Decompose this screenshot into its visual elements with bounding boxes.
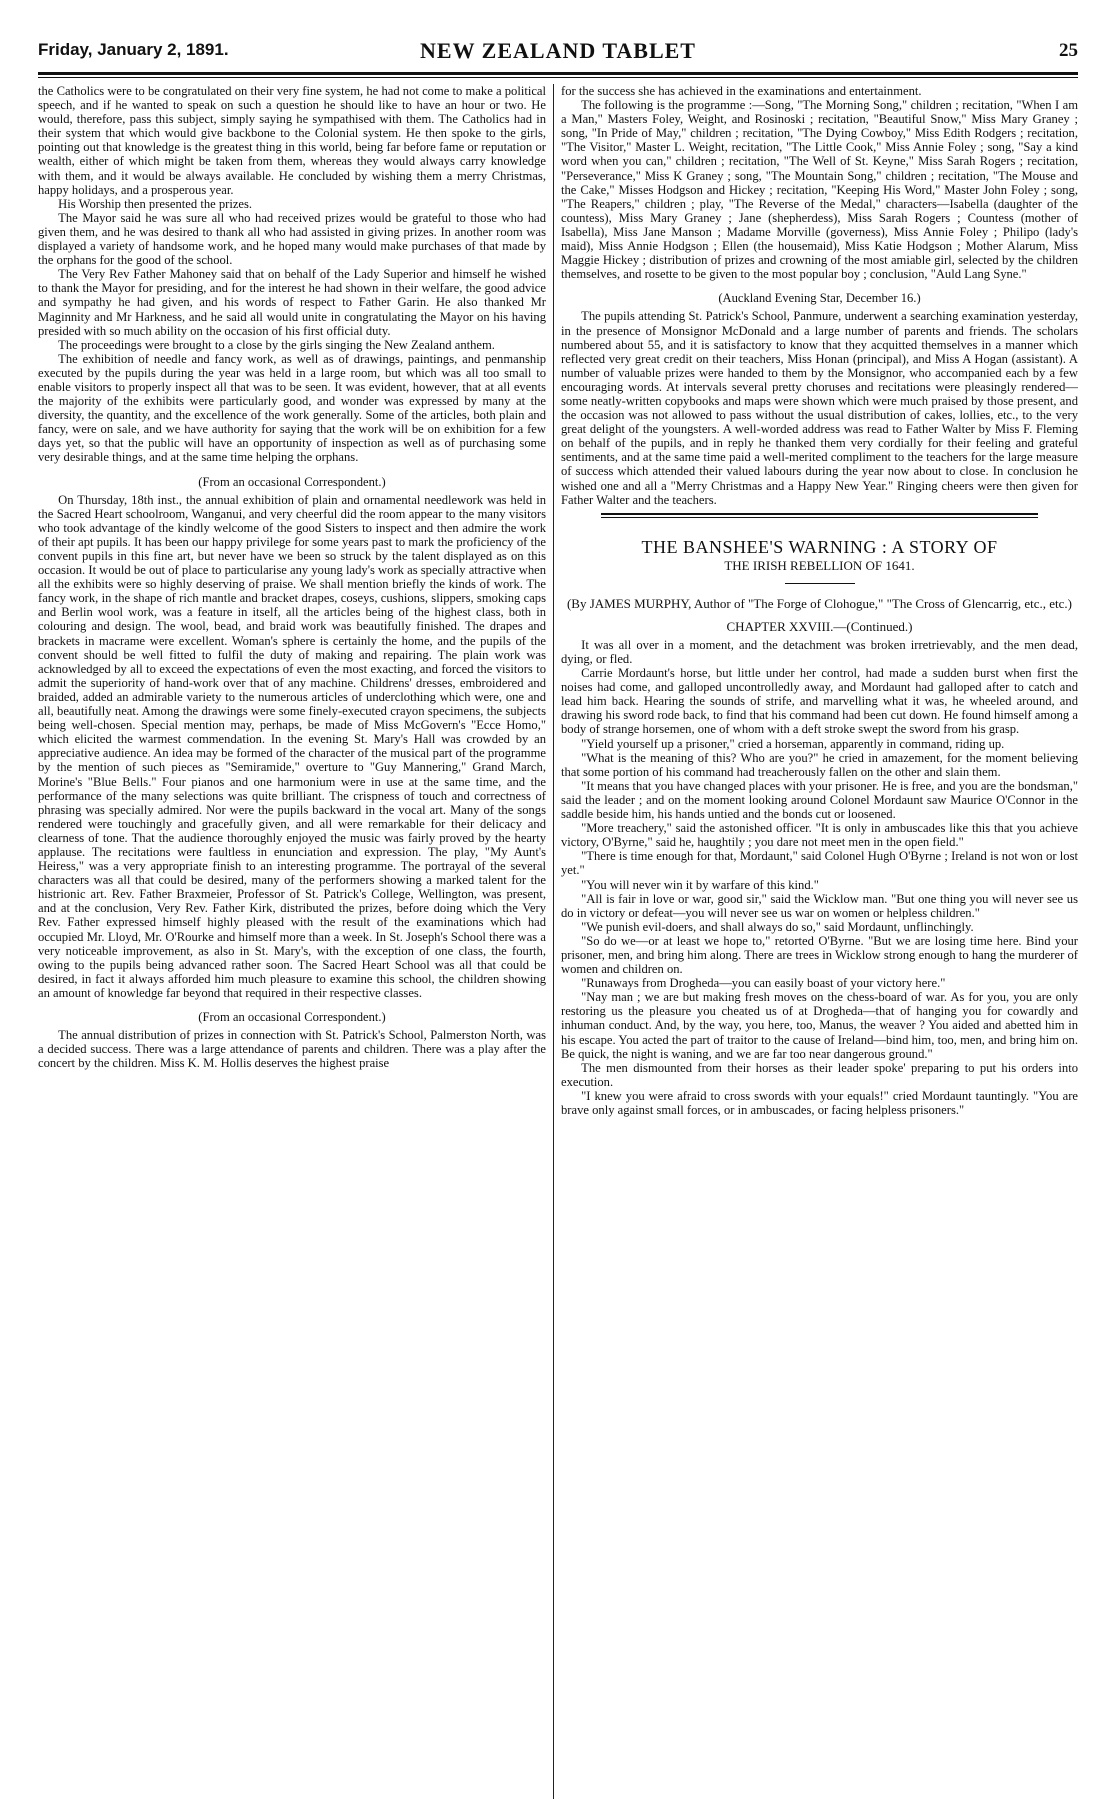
ornamental-dash: [561, 576, 1078, 590]
page-header: [38, 38, 1078, 70]
paragraph: "What is the meaning of this? Who are you?" he cried in amazement, for the moment believing that some portion of his command had treacherously fallen on the other and slain them.: [561, 750, 1078, 779]
paragraph: "There is time enough for that, Mordaunt," said Colonel Hugh O'Byrne ; Ireland is not won or lost yet.": [561, 849, 1078, 878]
paragraph: The annual distribution of prizes in connection with St. Patrick's School, Palmerston North, was a decided success. There was a large attendance of parents and children. There was a play after the concert by the children. Miss K. M. Hollis deserves the highest praise: [38, 1028, 546, 1071]
paragraph: The Very Rev Father Mahoney said that on behalf of the Lady Superior and himself he wished to thank the Mayor for presiding, and for the interest he had shown in their welfare, the good advice and sympathy he had given, and his words of respect to Father Garin. He also thanked Mr Maginnity and Mr Harkness, and he said all would unite in congratulating the Mayor on his having presided with so much ability on the occasion of his first official duty.: [38, 267, 546, 338]
header-rule: [38, 72, 1078, 75]
source-line: (From an occasional Correspondent.): [198, 474, 386, 489]
paragraph: The proceedings were brought to a close by the girls singing the New Zealand anthem.: [58, 337, 495, 352]
paragraph: for the success she has achieved in the examinations and entertainment.: [561, 84, 922, 98]
header-rule-thin: [38, 77, 1078, 78]
chapter-heading: CHAPTER XXVIII.—(Continued.): [726, 618, 913, 634]
source-line: (Auckland Evening Star, December 16.): [718, 291, 921, 306]
paragraph: Carrie Mordaunt's horse, but little under her control, had made a sudden burst when first the noises had come, and galloped uncontrolledly away, and Mordaunt had galloped after to catch and lead him back. Hearing the sounds of strife, and marvelling what it was, he wheeled around, and drawing his sword rode back, to find that his command had been cut down. He found himself among a body of strange horsemen, one of whom with a deft stroke swept the sword from his grasp.: [561, 666, 1078, 737]
paragraph: "We punish evil-doers, and shall always do so," said Mordaunt, unflinchingly.: [581, 919, 974, 934]
paragraph: "More treachery," said the astonished officer. "It is only in ambuscades like this that you achieve victory, O'Byrne," said he, haughtily ; you dare not meet men in the open field.": [561, 821, 1078, 850]
paragraph: The Mayor said he was sure all who had received prizes would be grateful to those who had given them, and he was desired to thank all who had assisted in giving prizes. In another room was displayed a variety of handsome work, and he hoped many would make purchases of that made by the orphans for the good of the school.: [38, 210, 546, 268]
paragraph: The men dismounted from their horses as their leader spoke' preparing to put his orders into execution.: [561, 1060, 1078, 1089]
paragraph: "Runaways from Drogheda—you can easily boast of your victory here.": [581, 976, 946, 991]
paragraph: "You will never win it by warfare of this kind.": [581, 877, 819, 892]
issue-date: Friday, January 2, 1891.: [38, 40, 229, 59]
right-column: [561, 84, 1078, 1804]
paragraph: His Worship then presented the prizes.: [58, 196, 253, 211]
newspaper-title: NEW ZEALAND TABLET: [420, 38, 696, 63]
paragraph: "So do we—or at least we hope to," retorted O'Byrne. "But we are losing time here. Bind your prisoner, men, and bring him along. There are trees in Wicklow strong enough to hang the murderer of women and children on.: [561, 933, 1078, 977]
paragraph: The following is the programme :—Song, "The Morning Song," children ; recitation, "When I am a Man," Masters Foley, Weight, and Rosinoski ; recitation, "Beautiful Snow," Miss Mary Graney ; song, "In Pride of May," children ; recitation, "The Dying Cowboy," Miss Edith Rodgers ; recitation, "The Visitor," Master L. Weight, recitation, "The Little Cook," Miss Annie Foley ; song, "Say a kind word when you can," children ; recitation, "The Well of St. Keyne," Miss Sarah Rogers ; recitation, "Perseverance," Miss K Graney ; song, "The Mountain Song," children ; recitation, "The Mouse and the Cake," Misses Hodgson and Hickey ; recitation, "Keeping His Word," Master John Foley ; song, "The Reapers," children ; play, "The Reverse of the Medal," characters—Isabella (daughter of the countess), Miss Mary Graney ; Jane (shepherdess), Miss Sarah Rogers ; Countess (mother of Isabella), Miss Jane Manson ; Madame Morville (governess), Miss Annie Foley ; Philipo (lady's maid), Miss Annie Hodgson ; Ellen (the housemaid), Miss Katie Hodgson ; Mother Alarum, Miss Maggie Hickey ; distribution of prizes and crowning of the most amiable girl, selected by the children themselves, and rosette to be given to the most popular boy ; conclusion, "Auld Lang Syne.": [561, 98, 1078, 282]
paragraph: "Yield yourself up a prisoner," cried a horseman, apparently in command, riding up.: [581, 736, 1005, 751]
page-number: 25: [1059, 40, 1078, 61]
section-rule: [601, 513, 1038, 515]
source-line: (From an occasional Correspondent.): [198, 1010, 386, 1024]
column-divider: [553, 84, 554, 1799]
paragraph: "Nay man ; we are but making fresh moves on the chess-board of war. As for you, you are only restoring us the pleasure you cheated us of at Drogheda—that of hanging you for cowardly and inhuman conduct. And, by the way, you here, too, Manus, the weaver ? You aided and abetted him in his escape. You acted the part of traitor to the cause of Ireland—bind him, too, men, and bring him on. Be quick, the night is waning, and we are far too near dangerous ground.": [561, 990, 1078, 1061]
story-subtitle: THE IRISH REBELLION OF 1641.: [724, 557, 915, 573]
story-title: THE BANSHEE'S WARNING : A STORY OF: [641, 536, 998, 557]
paragraph: "I knew you were afraid to cross swords with your equals!" cried Mordaunt tauntingly. "You are brave only against small forces, or in ambuscades, or facing helpless prisoners.": [561, 1088, 1078, 1117]
byline: (By JAMES MURPHY, Author of "The Forge of Clohogue," "The Cross of Glencarrig, etc., etc.): [566, 595, 1073, 611]
paragraph: On Thursday, 18th inst., the annual exhibition of plain and ornamental needlework was held in the Sacred Heart schoolroom, Wanganui, and very cheerful did the room appear to the many visitors who took advantage of the kindly welcome of the good Sisters to inspect and then admire the work of their apt pupils. It has been our happy privilege for some years past to mark the proficiency of the convent pupils in this fine art, but never have we been so struck by the talent displayed as on this occasion. It would be out of place to particularise any young lady's work as specially attractive when all the exhibits were so highly deserving of praise. We shall mention briefly the kinds of work. The fancy work, in the shape of rich mantle and bracket drapes, coseys, cushions, slippers, smoking caps and Berlin wool work, was a feature in itself, all the articles being of the highest class, both in colouring and design. The wool, bead, and braid work was beautifully finished. The drapes and brackets in macrame were excellent. Woman's sphere is certainly the home, and the pupils of the convent should be well fitted to fulfil the duty of making and repairing. The plain work was acknowledged by all to exceed the expectations of even the most exacting, and forced the visitors to admit the superiority of hand-work over that of any machine. Childrens' dresses, embroidered and braided, added an admirable variety to the numerous articles of underclothing which were, one and all, beautifully neat. Among the drawings were some finely-executed crayon specimens, the subjects being well-chosen. Special mention may, perhaps, be made of Miss McGovern's "Ecce Homo," which elicited the warmest commendation. In the evening St. Mary's Hall was crowded by an appreciative audience. An idea may be formed of the character of the musical part of the programme by the mention of such pieces as "Semiramide," overture to "Guy Mannering," Grand March, Morine's "Blue Bells." Four pianos and one harmonium were in use at the same time, and the performance of the many selections was quite brilliant. The crispness of touch and correctness of phrasing was specially admired. Nor were the pupils backward in the vocal art. Many of the songs rendered were touchingly and gracefully given, and all were remarkable for their delicacy and clearness of tone. That the audience thoroughly enjoyed the music was fairly proved by the hearty applause. The recitations were faultless in enunciation and expression. The play, "My Aunt's Heiress," was a very appropriate finish to an interesting programme. The portrayal of the several characters was all that could be desired, many of the performers showing a marked talent for the histrionic art. Rev. Father Braxmeier, Professor of St. Patrick's College, Wellington, was present, and at the conclusion, Very Rev. Father Kirk, distributed the prizes, before doing which the Very Rev. Father expressed himself highly pleased with the result of the examinations which had occupied Mr. Lloyd, Mr. O'Rourke and himself more than a week. In St. Joseph's School there was a very noticeable improvement, as also in St. Mary's, with the exception of one class, the fourth, owing to the pupils being advanced rather soon. The Sacred Heart School was all that could be desired, in fact it always afforded him much pleasure to examine this school, the children showing an amount of knowledge far beyond that required in their respective classes.: [38, 492, 546, 1000]
paragraph: the Catholics were to be congratulated on their very fine system, he had not come to make a political speech, and if he wanted to speak on such a question he should like to have an hour or two. He would, therefore, pass this subject, simply saying he sympathised with them. The Catholics had in their system that which would give backbone to the Colonial system. He then spoke to the girls, pointing out that knowledge is the greatest thing in this world, being far before fame or reputation or wealth, either of which might be taken from them, whereas they would always carry knowledge with them, and it would be always available. He concluded by wishing them a merry Christmas, happy holidays, and a prosperous year.: [38, 84, 546, 197]
paragraph: The exhibition of needle and fancy work, as well as of drawings, paintings, and penmanship executed by the pupils during the year was held in a large room, but which was all too small to enable visitors to properly inspect all that was to be seen. It was evident, however, that at all events the majority of the exhibits were particularly good, and wonder was expressed by many at the diversity, the quantity, and the excellence of the work generally. Some of the articles, both plain and fancy, were on sale, and we have authority for saying that the work will be on exhibition for a few days yet, so that the public will have an opportunity of inspection as well as of purchasing some very desirable things, and at the same time helping the orphans.: [38, 351, 546, 465]
paragraph: "All is fair in love or war, good sir," said the Wicklow man. "But one thing you will never see us do in victory or defeat—you will never see us war on women or helpless children.": [561, 891, 1078, 920]
paragraph: It was all over in a moment, and the detachment was broken irretrievably, and the men dead, dying, or fled.: [561, 637, 1078, 666]
paragraph: "It means that you have changed places with your prisoner. He is free, and you are the bondsman," said the leader ; and on the moment looking around Colonel Mordaunt saw Maurice O'Connor in the saddle beside him, his hands untied and the bonds cut or loosened.: [561, 778, 1078, 822]
paragraph: The pupils attending St. Patrick's School, Panmure, underwent a searching examination yesterday, in the presence of Monsignor McDonald and a large number of parents and friends. The scholars numbered about 55, and it is satisfactory to know that they acquitted themselves in a manner which reflected very great credit on their teachers, Miss Honan (principal), and Miss A Hogan (assistant). A number of valuable prizes were handed to them by the Monsignor, who accompanied each by a few encouraging words. At intervals several pretty choruses and recitations were pleasingly rendered—some neatly-written copybooks and maps were shown which were much praised by those present, and the occasion was not allowed to pass without the usual distribution of cakes, lollies, etc., to the very great delight of the youngsters. A well-worded address was read to Father Walter by Miss F. Fleming on behalf of the pupils, and in reply he thanked them very cordially for their feeling and grateful sentiments, and at the same time paid a well-merited compliment to the teachers for the large measure of success which attended their valued labours during the year now about to close. In conclusion he wished one and all a "Merry Christmas and a Happy New Year." Ringing cheers were then given for Father Walter and the teachers.: [561, 309, 1078, 507]
left-column: [38, 84, 546, 1804]
section-rule-thin: [601, 517, 1038, 518]
